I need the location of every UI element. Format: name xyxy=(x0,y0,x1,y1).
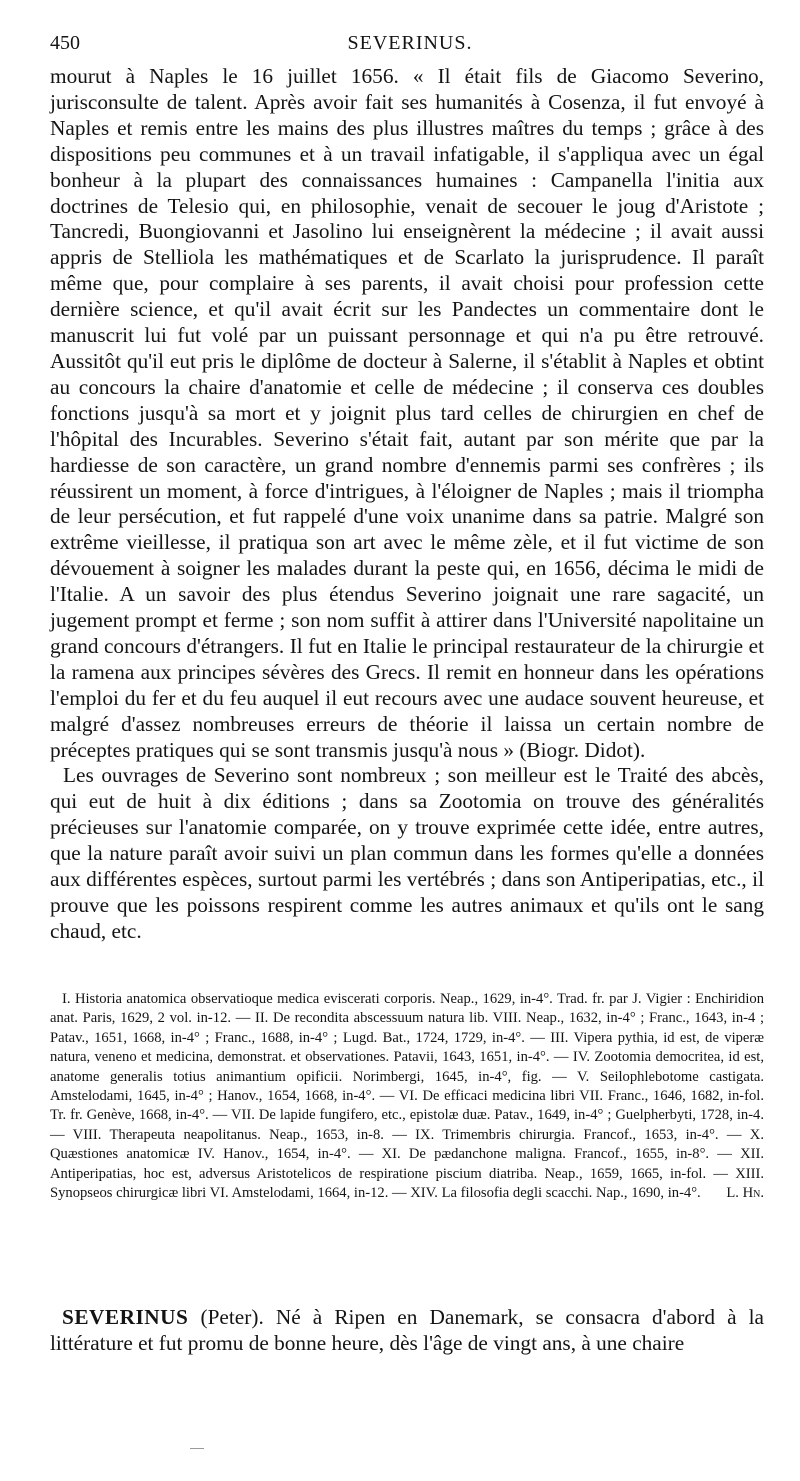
page-number: 450 xyxy=(50,32,80,54)
next-entry xyxy=(50,1304,764,1356)
paragraph-biography-quote: mourut à Naples le 16 juillet 1656. « Il était fils de Giacomo Severino, jurisconsulte de talent. Après avoir fait ses humanités à Cosenza, il fut envoyé à Naples et remis entre les mains des plus illustres maîtres du temps ; grâce à des dispositions peu communes et à un travail infatigable, il s'appliqua avec un égal bonheur à la plupart des connaissances humaines : Campanella l'initia aux doctrines de Telesio qui, en philosophie, venait de secouer le joug d'Aristote ; Tancredi, Buongiovanni et Jasolino lui enseignèrent la médecine ; il avait aussi appris de Stelliola les mathématiques et de Scarlato la jurisprudence. Il paraît même que, pour complaire à ses parents, il avait choisi pour profession cette dernière science, et qu'il avait écrit sur les Pandectes un commentaire dont le manuscrit lui fut volé par un puissant personnage et qui n'a pu être retrouvé. Aussitôt qu'il eut pris le diplôme de docteur à Salerne, il s'établit à Naples et obtint au concours la chaire d'anatomie et celle de médecine ; il conserva ces doubles fonctions jusqu'à sa mort et y joignit plus tard celles de chirurgien en chef de l'hôpital des Incurables. Severino s'était fait, autant par son mérite que par la hardiesse de son caractère, un grand nombre d'ennemis parmi ses confrères ; ils réussirent un moment, à force d'intrigues, à l'éloigner de Naples ; mais il triompha de leur persécution, et fut rappelé d'une voix unanime dans sa patrie. Malgré son extrême vieillesse, il pratiqua son art avec le même zèle, et il fut victime de son dévouement à soigner les malades durant la peste qui, en 1656, décima le midi de l'Italie. A un savoir des plus étendus Severino joignait une rare sagacité, un jugement prompt et ferme ; son nom suffit à attirer dans l'Université napolitaine un grand concours d'étrangers. Il fut en Italie le principal restaurateur de la chirurgie et la ramena aux principes sévères des Grecs. Il remit en honneur dans les opérations l'emploi du fer et du feu auquel il eut recours avec une audace souvent heureuse, et malgré d'assez nombreuses erreurs de théorie il laissa un certain nombre de préceptes pratiques qui se sont transmis jusqu'à nous » (Biogr. Didot). xyxy=(50,64,764,762)
bibliography-list xyxy=(50,990,764,1203)
running-head: SEVERINUS. xyxy=(347,32,473,54)
entry-paragraph xyxy=(50,1304,764,1356)
main-text xyxy=(50,64,764,945)
entry-text: Né à Ripen en Danemark, se consacra d'abord à la littérature et fut promu de bonne heure, dès l'âge de vingt ans, à une chaire xyxy=(50,1305,764,1355)
author-signature: L. Hn. xyxy=(726,1185,764,1202)
bottom-margin-mark xyxy=(190,1448,204,1449)
paragraph-works-summary: Les ouvrages de Severino sont nombreux ; son meilleur est le Traité des abcès, qui eut de huit à dix éditions ; dans sa Zootomia on trouve des généralités précieuses sur l'anatomie comparée, on y trouve exprimée cette idée, entre autres, que la nature paraît avoir suivi un plan commun dans les formes qu'elle a données aux différentes espèces, surtout parmi les vertébrés ; dans son Antiperipatias, etc., il prouve que les poissons respirent comme les autres animaux et qu'ils ont le sang chaud, etc. xyxy=(50,763,764,943)
bibliography-text: I. Historia anatomica observatioque medica eviscerati corporis. Neap., 1629, in-4°. Trad. fr. par J. Vigier : Enchiridion anat. Paris, 1629, 2 vol. in-12. — II. De recondita abscessuum natura lib. VIII. Neap., 1632, in-4° ; Franc., 1643, in-4 ; Patav., 1651, 1668, in-4° ; Franc., 1688, in-4° ; Lugd. Bat., 1724, 1729, in-4°. — III. Vipera pythia, id est, de viperæ natura, veneno et medicina, demonstrat. et observationes. Patavii, 1643, 1651, in-4°. — IV. Zootomia democritea, id est, anatome generalis totius animantium opificii. Norimbergi, 1645, in-4°, fig. — V. Seilophlebotome castigata. Amstelodami, 1645, in-4° ; Hanov., 1654, 1668, in-4°. — VI. De efficaci medicina libri VII. Franc., 1646, 1682, in-fol. Tr. fr. Genève, 1668, in-4°. — VII. De lapide fungifero, etc., epistolæ duæ. Patav., 1649, in-4° ; Guelpherbyti, 1728, in-4. — VIII. Therapeuta neapolitanus. Neap., 1653, in-8. — IX. Trimembris chirurgia. Francof., 1653, in-4°. — X. Quæstiones anatomicæ IV. Hanov., 1654, in-4°. — XI. De pædanchone maligna. Francof., 1655, in-8°. — XII. Antiperipatias, hoc est, adversus Aristotelicos de respiratione piscium diatriba. Neap., 1659, 1665, in-fol. — XIII. Synopseos chirurgicæ libri VI. Amstelodami, 1664, in-12. — XIV. La filosofia degli scacchi. Nap., 1690, in-4°. xyxy=(50,991,764,1202)
entry-given-name: (Peter). xyxy=(200,1305,264,1329)
bibliography-notes xyxy=(50,990,764,1203)
page-header xyxy=(50,32,770,58)
entry-headword: SEVERINUS xyxy=(62,1305,189,1329)
